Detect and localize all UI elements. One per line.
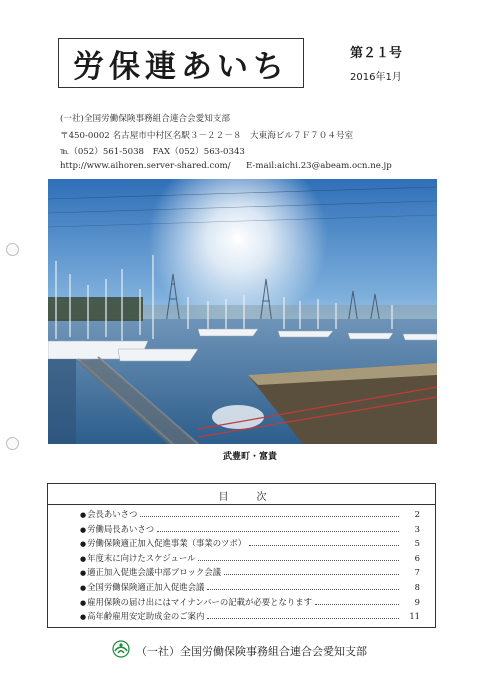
toc-leader xyxy=(207,618,399,619)
toc-item[interactable] xyxy=(80,581,420,596)
footer-text: （一社）全国労働保険事務組合連合会愛知支部 xyxy=(136,645,367,658)
org-address: 〒450-0002 名古屋市中村区名駅３－２２－８ 大東海ビル７Ｆ７０４号室 xyxy=(60,131,354,141)
toc-leader xyxy=(249,545,399,546)
toc-item[interactable] xyxy=(80,566,420,581)
toc-item-page: 5 xyxy=(414,538,420,549)
toc-item-page: 9 xyxy=(414,596,420,607)
photo-caption: 武豊町・富貴 xyxy=(222,452,277,462)
bullet-icon: ● xyxy=(80,569,87,578)
toc-list xyxy=(80,508,420,625)
toc-item-label: 会長あいさつ xyxy=(87,509,138,519)
toc-heading: 目次 xyxy=(218,492,295,503)
bullet-icon: ● xyxy=(80,540,87,549)
toc-leader xyxy=(140,516,399,517)
issue-number: 第２１号 xyxy=(350,46,403,61)
toc-item-label: 労働保険適正加入促進事業（事業のツボ） xyxy=(87,538,247,549)
toc-leader xyxy=(224,574,399,575)
bullet-icon: ● xyxy=(80,583,87,592)
masthead-title: 労保連あいち xyxy=(73,48,289,85)
toc-item[interactable] xyxy=(80,596,420,611)
toc-item[interactable] xyxy=(80,537,420,552)
toc-item[interactable] xyxy=(80,552,420,567)
toc-item-label: 高年齢雇用安定助成金のご案内 xyxy=(87,611,205,622)
issue-date: 2016年1月 xyxy=(350,72,402,83)
toc-item-page: 6 xyxy=(414,552,420,563)
association-emblem-icon xyxy=(112,640,130,662)
toc-item-page: 2 xyxy=(414,509,420,519)
toc-item-page: 3 xyxy=(414,523,420,534)
toc-item-label: 適正加入促進会議中部ブロック会議 xyxy=(87,567,221,578)
toc-item-page: 11 xyxy=(409,611,420,622)
bullet-icon: ● xyxy=(80,525,87,534)
toc-item-label: 年度末に向けたスケジュール xyxy=(87,552,196,563)
toc-leader xyxy=(207,589,399,590)
toc-item-page: 8 xyxy=(414,581,420,592)
cover-photo-marina xyxy=(48,179,437,444)
toc-leader xyxy=(157,531,399,532)
bullet-icon: ● xyxy=(80,511,87,519)
footer-organization xyxy=(112,640,367,662)
masthead-title-box xyxy=(58,38,304,88)
bullet-icon: ● xyxy=(80,598,87,607)
toc-leader xyxy=(198,560,399,561)
org-email-link[interactable]: E-mail:aichi.23@abeam.ocn.ne.jp xyxy=(246,161,392,171)
toc-item-label: 雇用保険の届け出にはマイナンバーの記載が必要となります xyxy=(87,596,313,607)
punch-hole-top xyxy=(6,243,19,256)
table-of-contents xyxy=(47,483,436,628)
toc-item-label: 労働局長あいさつ xyxy=(87,523,155,534)
toc-item-label: 全国労働保険適正加入促進会議 xyxy=(87,581,205,592)
toc-item[interactable] xyxy=(80,508,420,523)
org-phone-fax: ℡（052）561-5038 FAX（052）563-0343 xyxy=(60,147,245,157)
org-website-link[interactable]: http://www.aihoren.server-shared.com/ xyxy=(60,161,231,171)
org-name: (一社)全国労働保険事務組合連合会愛知支部 xyxy=(60,114,230,124)
toc-divider xyxy=(48,504,435,505)
bullet-icon: ● xyxy=(80,613,87,622)
toc-item-page: 7 xyxy=(414,567,420,578)
toc-item[interactable] xyxy=(80,523,420,538)
bullet-icon: ● xyxy=(80,554,87,563)
toc-leader xyxy=(315,604,399,605)
toc-item[interactable] xyxy=(80,610,420,625)
